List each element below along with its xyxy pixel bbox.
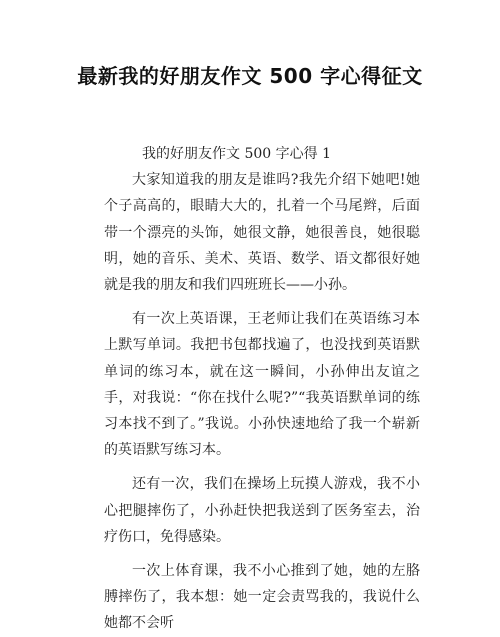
document-body xyxy=(104,141,420,637)
section-subtitle: 我的好朋友作文 500 字心得 1 xyxy=(142,146,331,162)
paragraph-4: 一次上体育课，我不小心推到了她，她的左胳膊摔伤了，我本想：她一定会责骂我的，我说什么她都不会听 xyxy=(104,563,420,632)
paragraph-3: 还有一次，我们在操场上玩摸人游戏，我不小心把腿摔伤了，小孙赶快把我送到了医务室去，治疗伤口，免得感染。 xyxy=(104,476,420,545)
paragraph-1: 大家知道我的朋友是谁吗?我先介绍下她吧!她个子高高的，眼睛大大的，扎着一个马尾辫，后面带一个漂亮的头饰，她很文静，她很善良，她很聪明，她的音乐、美术、英语、数学、语文都很好她就是我的朋友和我们四班班长——小孙。 xyxy=(104,172,420,294)
document-title: 最新我的好朋友作文 500 字心得征文 xyxy=(77,64,423,88)
paragraph-2: 有一次上英语课，王老师让我们在英语练习本上默写单词。我把书包都找遍了，也没找到英语默单词的练习本，就在这一瞬间，小孙伸出友谊之手，对我说：“你在找什么呢?”“我英语默单词的练习本找不到了。”我说。小孙快速地给了我一个崭新的英语默写练习本。 xyxy=(104,311,420,459)
